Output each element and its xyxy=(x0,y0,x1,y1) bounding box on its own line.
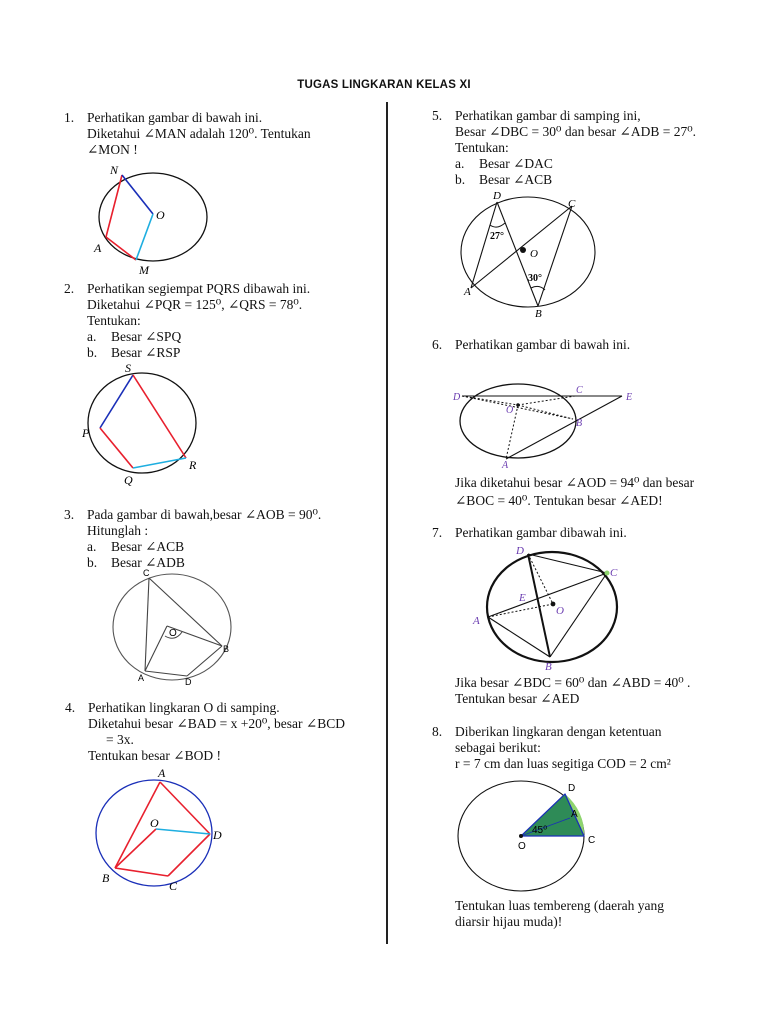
column-divider xyxy=(386,102,388,944)
circle xyxy=(113,574,231,680)
center-dot xyxy=(520,247,526,253)
figure-q5 xyxy=(455,190,605,320)
side-qr xyxy=(133,458,186,468)
label-c: C xyxy=(588,835,596,846)
sub-question-text: Besar ∠ACB xyxy=(479,172,553,187)
label-s: S xyxy=(125,361,131,375)
label-a: A xyxy=(94,241,102,255)
sub-question xyxy=(87,329,310,345)
question-7 xyxy=(432,525,627,541)
sub-question xyxy=(87,345,310,361)
question-number: 4. xyxy=(65,700,76,715)
radius-od xyxy=(528,554,553,604)
sub-marker: b. xyxy=(455,172,466,187)
question-text: Jika diketahui besar ∠AOD = 94⁰ dan besar xyxy=(455,475,695,490)
chord-ad xyxy=(160,782,210,834)
sub-question-text: Besar ∠SPQ xyxy=(111,329,182,344)
label-e: E xyxy=(626,392,633,403)
center-dot xyxy=(519,834,523,838)
question-text: Perhatikan lingkaran O di samping. xyxy=(88,700,280,715)
question-text: sebagai berikut: xyxy=(455,740,541,755)
question-1 xyxy=(64,110,311,158)
label-d: D xyxy=(568,783,576,794)
label-a: A xyxy=(464,286,471,298)
label-a: A xyxy=(138,673,145,683)
label-a: A xyxy=(158,766,166,780)
side-ps xyxy=(100,375,133,428)
figure-q3 xyxy=(105,566,240,688)
chord-ac xyxy=(488,573,607,617)
question-text: Diketahui besar ∠BAD = x +20⁰, besar ∠BCD xyxy=(88,716,345,731)
question-5 xyxy=(432,108,697,188)
label-d: D xyxy=(493,190,501,202)
label-o: O xyxy=(506,405,514,416)
question-text: Diketahui ∠PQR = 125⁰, ∠QRS = 78⁰. xyxy=(87,297,303,312)
point-c xyxy=(605,571,610,576)
center-dot xyxy=(516,403,520,407)
question-text: r = 7 cm dan luas segitiga COD = 2 cm² xyxy=(455,756,671,771)
question-text: ∠BOC = 40⁰. Tentukan besar ∠AED! xyxy=(455,493,663,508)
label-a: A xyxy=(473,615,480,627)
question-6-body xyxy=(455,475,694,509)
chord-ca xyxy=(145,578,149,671)
label-c: C xyxy=(143,568,150,578)
label-angle-30: 30° xyxy=(528,273,542,284)
question-text: Jika besar ∠BDC = 60⁰ dan ∠ABD = 40⁰ . xyxy=(455,675,691,690)
label-n: N xyxy=(110,163,119,177)
circle xyxy=(461,197,595,307)
question-text: = 3x. xyxy=(106,732,134,747)
sub-question-text: Besar ∠RSP xyxy=(111,345,181,360)
sub-question xyxy=(87,539,321,555)
chord-cb xyxy=(149,578,222,646)
circle xyxy=(487,552,617,662)
question-text: Besar ∠DBC = 30⁰ dan besar ∠ADB = 27⁰. xyxy=(455,124,697,139)
side-sr xyxy=(133,375,186,458)
chord-dc xyxy=(528,554,607,573)
sub-marker: a. xyxy=(87,329,97,344)
sub-marker: b. xyxy=(87,345,98,360)
sub-marker: a. xyxy=(87,539,97,554)
question-text: Diberikan lingkaran dengan ketentuan xyxy=(455,724,662,739)
question-text: ∠MON ! xyxy=(87,142,138,157)
chord-an xyxy=(106,175,122,237)
sub-question xyxy=(455,156,696,172)
question-text: Perhatikan gambar di samping ini, xyxy=(455,108,641,123)
radius-ob xyxy=(115,829,156,868)
question-text: Tentukan besar ∠AED xyxy=(455,691,580,706)
question-text: Perhatikan gambar dibawah ini. xyxy=(455,525,627,540)
label-b: B xyxy=(223,644,230,654)
label-q: Q xyxy=(124,473,133,487)
chord-db xyxy=(462,396,573,419)
question-number: 1. xyxy=(64,110,75,125)
question-number: 2. xyxy=(64,281,75,296)
figure-q2 xyxy=(78,360,213,490)
radius-od xyxy=(156,829,210,834)
chord-cd xyxy=(168,834,210,876)
sub-question-text: Besar ∠ACB xyxy=(111,539,185,554)
label-c: C xyxy=(169,879,178,893)
label-o: O xyxy=(150,816,159,830)
question-number: 6. xyxy=(432,337,443,352)
label-d: D xyxy=(516,545,524,557)
chord-bc xyxy=(115,868,168,876)
label-angle-27: 27° xyxy=(490,231,504,242)
chord-db xyxy=(528,554,550,657)
question-text: Pada gambar di bawah,besar ∠AOB = 90⁰. xyxy=(87,507,322,522)
chord-cb xyxy=(538,206,572,306)
label-p: P xyxy=(82,426,90,440)
label-c: C xyxy=(576,385,583,396)
question-text: Tentukan luas tembereng (daerah yang xyxy=(455,898,664,913)
question-6 xyxy=(432,337,631,353)
question-number: 5. xyxy=(432,108,443,123)
label-b: B xyxy=(102,871,110,885)
label-d: D xyxy=(453,392,461,403)
sub-question-text: Besar ∠DAC xyxy=(479,156,553,171)
label-c: C xyxy=(568,198,576,210)
sub-question xyxy=(455,172,696,188)
question-text: Tentukan: xyxy=(87,313,141,328)
angle-arc-27 xyxy=(490,223,505,227)
radius-oa xyxy=(488,604,553,617)
label-a: A xyxy=(571,809,578,820)
chord-am xyxy=(106,237,136,260)
label-o: O xyxy=(169,628,177,639)
question-text: Tentukan: xyxy=(455,140,509,155)
label-o: O xyxy=(530,248,538,260)
label-m: M xyxy=(139,263,149,277)
question-7-body xyxy=(455,675,690,707)
circle xyxy=(460,384,576,458)
question-number: 3. xyxy=(64,507,75,522)
question-3 xyxy=(64,507,322,571)
sub-marker: a. xyxy=(455,156,465,171)
figure-q4 xyxy=(88,764,233,894)
label-c: C xyxy=(610,567,618,579)
question-number: 7. xyxy=(432,525,443,540)
question-4 xyxy=(65,700,345,764)
radius-oa xyxy=(145,626,167,671)
question-text: diarsir hijau muda)! xyxy=(455,914,563,929)
label-d: D xyxy=(185,677,192,687)
secant-ae xyxy=(506,396,622,459)
label-r: R xyxy=(189,458,197,472)
figure-q8 xyxy=(455,776,615,896)
radius-on xyxy=(122,175,153,214)
chord-ac xyxy=(471,206,572,288)
label-d: D xyxy=(213,828,222,842)
chord-da xyxy=(471,202,497,288)
question-text: Perhatikan segiempat PQRS dibawah ini. xyxy=(87,281,311,296)
side-pq xyxy=(100,428,133,468)
label-a: A xyxy=(502,460,509,470)
circle xyxy=(99,173,207,261)
question-2 xyxy=(64,281,311,361)
angle-arc-30 xyxy=(531,286,545,290)
figure-q6 xyxy=(450,380,640,470)
page-title: TUGAS LINGKARAN KELAS XI xyxy=(297,79,471,91)
question-number: 8. xyxy=(432,724,443,739)
question-text: Perhatikan gambar di bawah ini. xyxy=(455,337,631,352)
question-text: Perhatikan gambar di bawah ini. xyxy=(87,110,263,125)
sub-question-text: Besar ∠ADB xyxy=(111,555,185,570)
figure-q1 xyxy=(88,160,213,278)
label-e: E xyxy=(519,592,526,604)
label-b: B xyxy=(535,308,542,320)
label-b: B xyxy=(545,661,552,672)
figure-q7 xyxy=(468,542,638,672)
label-o: O xyxy=(518,841,526,852)
center-dot xyxy=(551,602,556,607)
question-8-body xyxy=(455,898,664,930)
question-8 xyxy=(432,724,671,772)
question-text: Hitunglah : xyxy=(87,523,149,538)
label-angle: 45⁰ xyxy=(532,825,548,836)
question-text: Tentukan besar ∠BOD ! xyxy=(88,748,221,763)
label-o: O xyxy=(156,208,165,222)
label-b: B xyxy=(576,418,583,429)
radius-om xyxy=(136,214,153,260)
sub-marker: b. xyxy=(87,555,98,570)
chord-ad xyxy=(145,671,187,676)
question-text: Diketahui ∠MAN adalah 120⁰. Tentukan xyxy=(87,126,311,141)
label-o: O xyxy=(556,605,564,617)
